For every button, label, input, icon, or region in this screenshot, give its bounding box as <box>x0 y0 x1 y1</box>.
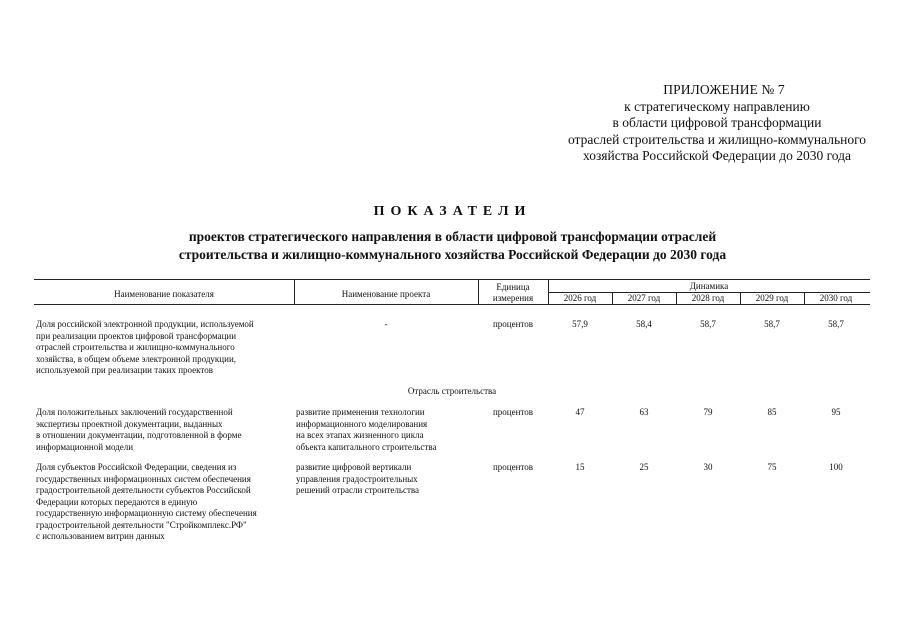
year-value: 58,4 <box>636 319 652 329</box>
year-value: 75 <box>767 462 777 472</box>
indicator-line: отраслей строительства и жилищно-коммунального <box>36 342 235 352</box>
header-year: 2029 год <box>755 293 789 303</box>
year-value: 57,9 <box>572 319 588 329</box>
project-line: управления градостроительных <box>296 473 418 484</box>
header-year: 2030 год <box>819 293 853 303</box>
year-value: 85 <box>767 407 777 417</box>
indicator-line: Доля субъектов Российской Федерации, сведения из <box>36 462 237 472</box>
header-project: Наименование проекта <box>341 289 431 299</box>
indicator-name <box>36 462 286 543</box>
indicator-line: экспертизы проектной документации, выданных <box>36 418 223 429</box>
project-line: информационного моделирования <box>296 418 428 429</box>
indicator-line: Доля российской электронной продукции, используемой <box>36 319 254 329</box>
appendix-line: к стратегическому направлению <box>624 98 810 114</box>
indicator-name <box>36 319 286 377</box>
project-name <box>296 407 476 453</box>
year-value: 25 <box>639 462 649 472</box>
indicator-line: используемой при реализации таких проектов <box>36 365 213 375</box>
unit-value: процентов <box>492 407 533 417</box>
project-line: развитие цифровой вертикали <box>296 462 412 472</box>
header-year: 2028 год <box>691 293 725 303</box>
indicator-line: градостроительной деятельности "Стройкомплекс.РФ" <box>36 519 247 530</box>
year-value: 79 <box>703 407 713 417</box>
unit-value: процентов <box>492 319 533 329</box>
indicator-line: информационной модели <box>36 441 134 452</box>
appendix-title: ПРИЛОЖЕНИЕ № 7 <box>663 82 785 97</box>
year-value: 58,7 <box>764 319 780 329</box>
indicator-line: в отношении документации, подготовленной в форме <box>36 430 242 440</box>
subheading-line: строительства и жилищно-коммунального хозяйства Российской Федерации до 2030 года <box>178 247 727 262</box>
year-value: 95 <box>831 407 841 417</box>
indicator-line: Доля положительных заключений государственной <box>36 407 233 417</box>
indicator-line: государственную информационную систему обеспечения <box>36 508 257 518</box>
header-dynamics: Динамика <box>689 281 729 291</box>
indicator-line: хозяйства, в общем объеме электронной продукции, <box>36 353 237 364</box>
year-value: 100 <box>829 462 843 472</box>
header-year: 2027 год <box>627 293 661 303</box>
appendix-block <box>567 82 867 165</box>
indicator-line: градостроительной деятельности субъектов Российской <box>36 485 251 495</box>
unit-value: процентов <box>492 462 533 472</box>
indicator-line: при реализации проектов цифровой трансформации <box>36 330 237 341</box>
year-value: 58,7 <box>700 319 716 329</box>
header-year: 2026 год <box>563 293 597 303</box>
project-name <box>296 462 476 497</box>
year-value: 47 <box>575 407 585 417</box>
indicator-line: государственных информационных систем обеспечения <box>36 473 251 484</box>
project-line: решений отрасли строительства <box>296 485 420 495</box>
appendix-line: отраслей строительства и жилищно-коммунального <box>567 131 867 147</box>
subheading-line: проектов стратегического направления в области цифровой трансформации отраслей <box>188 229 717 244</box>
indicator-line: с использованием витрин данных <box>36 531 165 541</box>
table-header <box>34 279 870 305</box>
header-indicator: Наименование показателя <box>114 289 214 299</box>
year-value: 63 <box>639 407 649 417</box>
appendix-line: хозяйства Российской Федерации до 2030 года <box>582 148 852 163</box>
sector-label: Отрасль строительства <box>407 386 497 396</box>
year-value: 58,7 <box>828 319 844 329</box>
year-value: 30 <box>703 462 713 472</box>
document-subheading <box>0 228 905 264</box>
header-unit-line: измерения <box>492 293 534 303</box>
project-line: развитие применения технологии <box>296 407 425 417</box>
project-name <box>296 319 476 331</box>
document-heading: ПОКАЗАТЕЛИ <box>373 204 532 219</box>
appendix-line: в области цифровой трансформации <box>612 115 822 130</box>
indicators-table <box>34 279 870 541</box>
indicator-line: Федерации которых передаются в единую <box>36 496 198 507</box>
project-line: - <box>384 319 388 329</box>
header-unit <box>478 282 548 306</box>
indicator-name <box>36 407 286 453</box>
project-line: на всех этапах жизненного цикла <box>296 430 424 440</box>
project-line: объекта капитального строительства <box>296 441 437 452</box>
year-value: 15 <box>575 462 585 472</box>
header-unit-line: Единица <box>496 282 530 292</box>
